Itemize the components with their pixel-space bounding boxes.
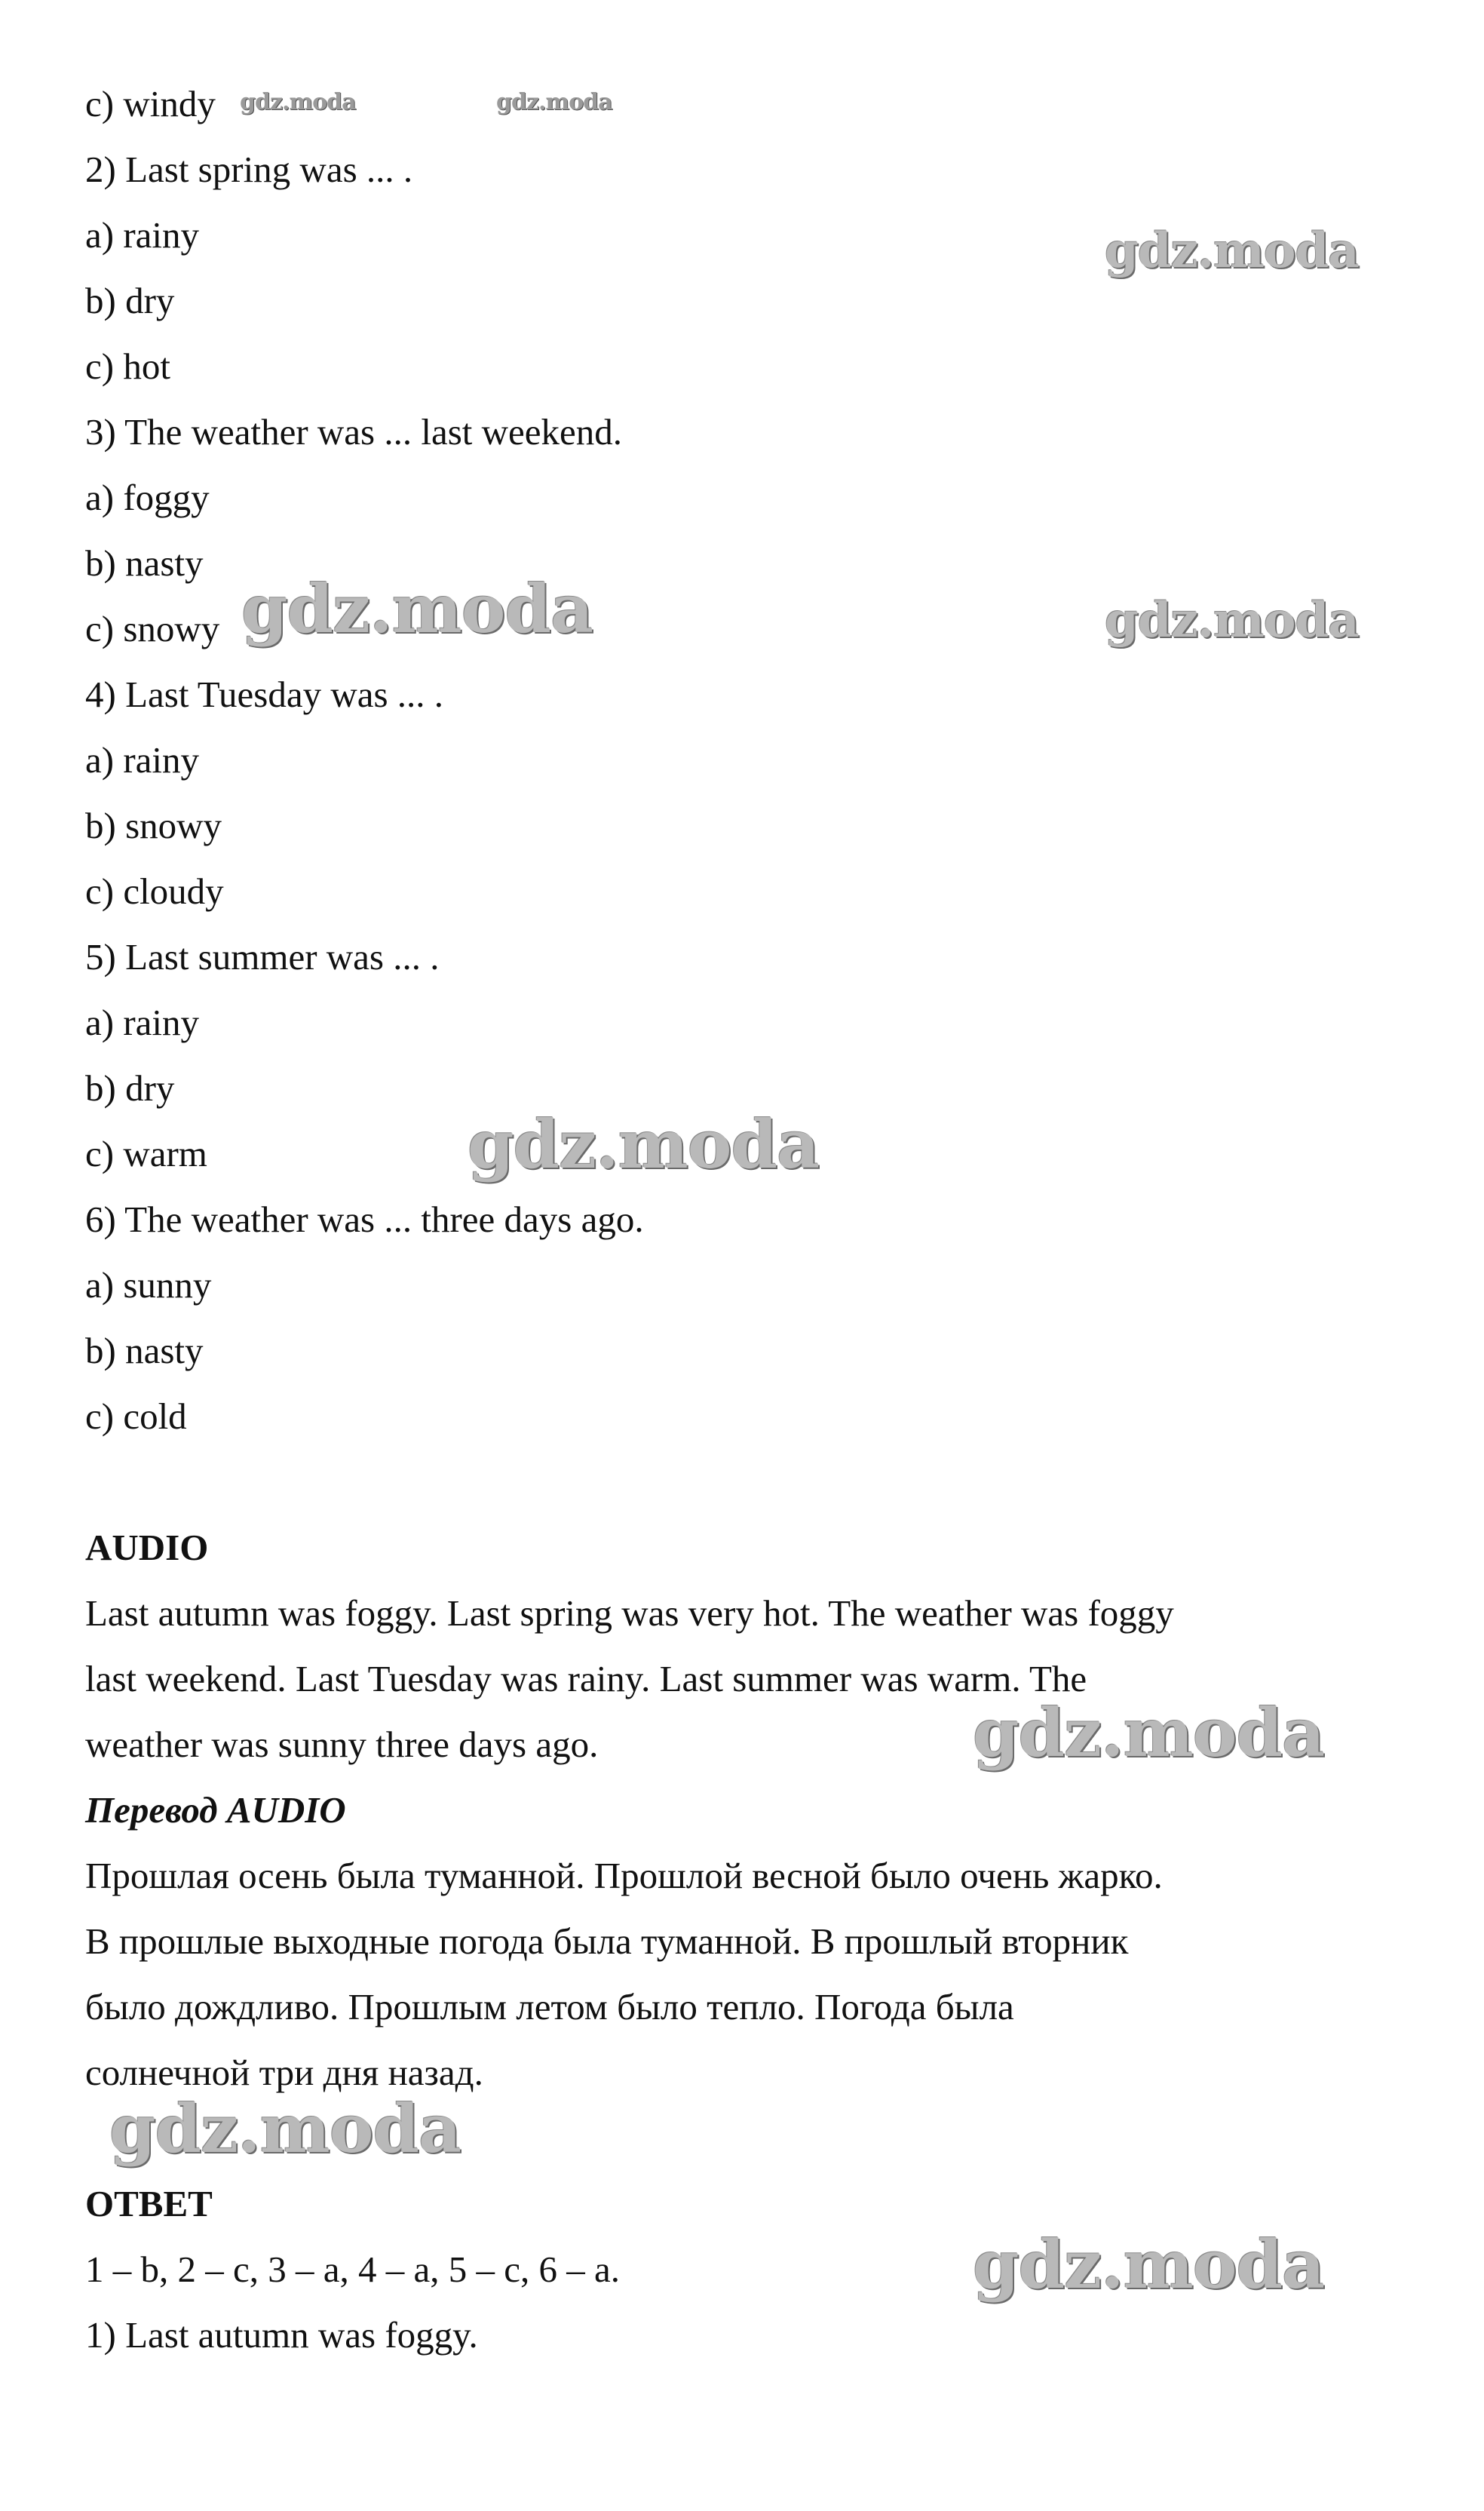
watermark: gdz.moda [109,2089,461,2168]
option-line: c) snowy [85,608,220,649]
watermark: gdz.moda [240,89,356,115]
option-line: a) rainy [85,1002,199,1043]
watermark: gdz.moda [1105,592,1359,649]
answer-key-line: 1 – b, 2 – c, 3 – a, 4 – a, 5 – c, 6 – a. [85,2249,620,2290]
option-line: b) dry [85,1067,175,1109]
translation-text-line: было дождливо. Прошлым летом было тепло. Погода была [85,1986,1014,2028]
watermark: gdz.moda [496,89,612,115]
option-line: b) snowy [85,805,222,846]
option-line: b) nasty [85,1330,204,1371]
option-line: c) hot [85,345,170,387]
watermark: gdz.moda [241,569,593,648]
watermark: gdz.moda [973,1693,1325,1772]
audio-text-line: last weekend. Last Tuesday was rainy. Last summer was warm. The [85,1658,1087,1699]
question-line: 3) The weather was ... last weekend. [85,411,623,453]
translation-text-line: В прошлые выходные погода была туманной. В прошлый вторник [85,1920,1129,1962]
option-line: a) rainy [85,214,199,256]
question-line: 5) Last summer was ... . [85,936,440,978]
audio-text-line: Last autumn was foggy. Last spring was very hot. The weather was foggy [85,1592,1174,1634]
option-line: a) rainy [85,739,199,781]
watermark: gdz.moda [1105,223,1359,279]
translation-text-line: Прошлая осень была туманной. Прошлой весной было очень жарко. [85,1855,1163,1896]
option-line: c) cold [85,1395,187,1437]
option-line: c) cloudy [85,870,224,912]
answer-sentence-line: 1) Last autumn was foggy. [85,2314,478,2356]
option-line: c) warm [85,1133,207,1174]
option-line: a) foggy [85,477,210,518]
translation-text-line: солнечной три дня назад. [85,2052,483,2093]
option-line: c) windy [85,83,216,124]
watermark: gdz.moda [973,2225,1325,2304]
option-line: a) sunny [85,1264,212,1306]
translation-heading: Перевод AUDIO [85,1789,346,1831]
option-line: b) dry [85,280,175,321]
watermark: gdz.moda [468,1105,820,1183]
question-line: 6) The weather was ... three days ago. [85,1199,644,1240]
question-line: 4) Last Tuesday was ... . [85,674,444,715]
option-line: b) nasty [85,542,204,584]
answer-heading: ОТВЕТ [85,2183,213,2224]
audio-heading: AUDIO [85,1527,209,1568]
audio-text-line: weather was sunny three days ago. [85,1724,599,1765]
question-line: 2) Last spring was ... . [85,149,413,190]
